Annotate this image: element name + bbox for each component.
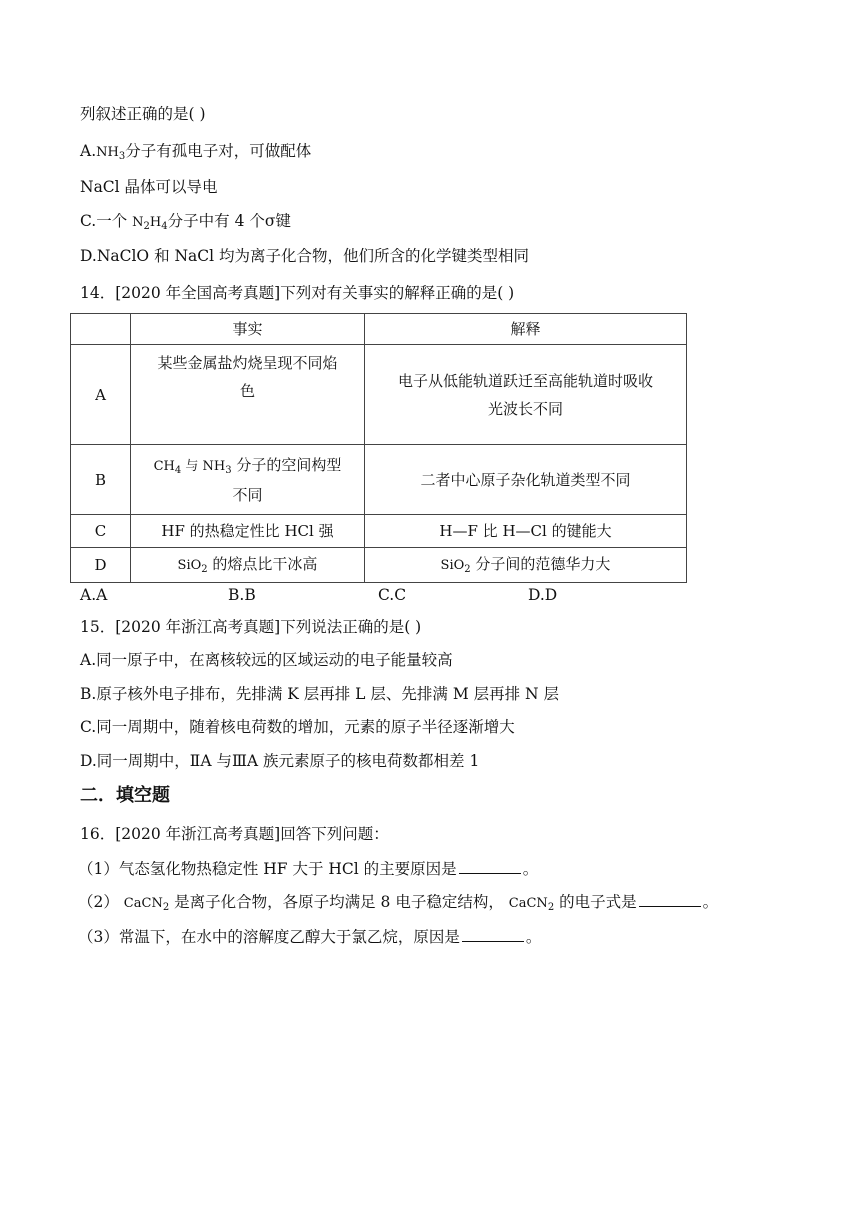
q15-option-c: C.同一周期中，随着核电荷数的增加，元素的原子半径逐渐增大 <box>80 718 515 736</box>
table-header-row <box>71 314 687 345</box>
q13-option-d: D.NaClO 和 NaCl 均为离子化合物，他们所含的化学键类型相同 <box>80 247 530 265</box>
row-fact: 某些金属盐灼烧呈现不同焰 色 <box>131 345 365 445</box>
q13-option-c: C.一个 $N_2H_4$分子中有 4 个σ键 <box>80 212 291 232</box>
q14-answer-a: A.A <box>80 586 108 604</box>
row-explain: SiO$_2$ 分子间的范德华力大 <box>365 548 687 583</box>
header-fact: 事实 <box>131 314 365 345</box>
section-heading: 二．填空题 <box>80 785 170 806</box>
q15-option-d: D.同一周期中，ⅡA 与ⅢA 族元素原子的核电荷数都相差 1 <box>80 752 480 770</box>
q15-stem: 15．[2020 年浙江高考真题]下列说法正确的是( ) <box>80 618 422 636</box>
q14-answer-c: C.C <box>378 586 407 604</box>
answer-blank[interactable] <box>639 892 701 907</box>
q15-option-a: A.同一原子中，在离核较远的区域运动的电子能量较高 <box>80 651 453 669</box>
row-label: C <box>71 515 131 548</box>
q16-part-3: （3）常温下，在水中的溶解度乙醇大于氯乙烷，原因是 。 <box>78 928 542 946</box>
q13-option-b: NaCl 晶体可以导电 <box>80 178 218 196</box>
q14-stem: 14．[2020 年全国高考真题]下列对有关事实的解释正确的是( ) <box>80 284 515 302</box>
header-explain: 解释 <box>365 314 687 345</box>
row-fact: HF 的热稳定性比 HCl 强 <box>131 515 365 548</box>
row-explain: 电子从低能轨道跃迁至高能轨道时吸收 光波长不同 <box>365 345 687 445</box>
row-explain: 二者中心原子杂化轨道类型不同 <box>365 445 687 515</box>
row-label: D <box>71 548 131 583</box>
q14-answer-d: D.D <box>528 586 558 604</box>
q14-answer-b: B.B <box>228 586 256 604</box>
row-fact: $CH_4$ 与 $NH_3$ 分子的空间构型 不同 <box>131 445 365 515</box>
answer-blank[interactable] <box>459 859 521 874</box>
row-fact: SiO$_2$ 的熔点比干冰高 <box>131 548 365 583</box>
answer-blank[interactable] <box>462 927 524 942</box>
row-label: B <box>71 445 131 515</box>
table-row <box>71 548 687 583</box>
table-row <box>71 515 687 548</box>
table-row <box>71 345 687 445</box>
q13-option-a: $A.NH_3$分子有孤电子对，可做配体 <box>80 142 312 162</box>
row-label: A <box>71 345 131 445</box>
table-row <box>71 445 687 515</box>
q16-part-2: （2） CaCN$_2$ 是离子化合物，各原子均满足 8 电子稳定结构， CaCN$_2$ 的电子式是 。 <box>78 893 719 913</box>
facts-table <box>70 313 687 583</box>
q13-stem-tail: 列叙述正确的是( ) <box>80 105 206 123</box>
row-explain: H—F 比 H—Cl 的键能大 <box>365 515 687 548</box>
q15-option-b: B.原子核外电子排布，先排满 K 层再排 L 层、先排满 M 层再排 N 层 <box>80 685 560 703</box>
q16-stem: 16．[2020 年浙江高考真题]回答下列问题： <box>80 825 389 843</box>
q16-part-1: （1）气态氢化物热稳定性 HF 大于 HCl 的主要原因是 。 <box>78 860 539 878</box>
